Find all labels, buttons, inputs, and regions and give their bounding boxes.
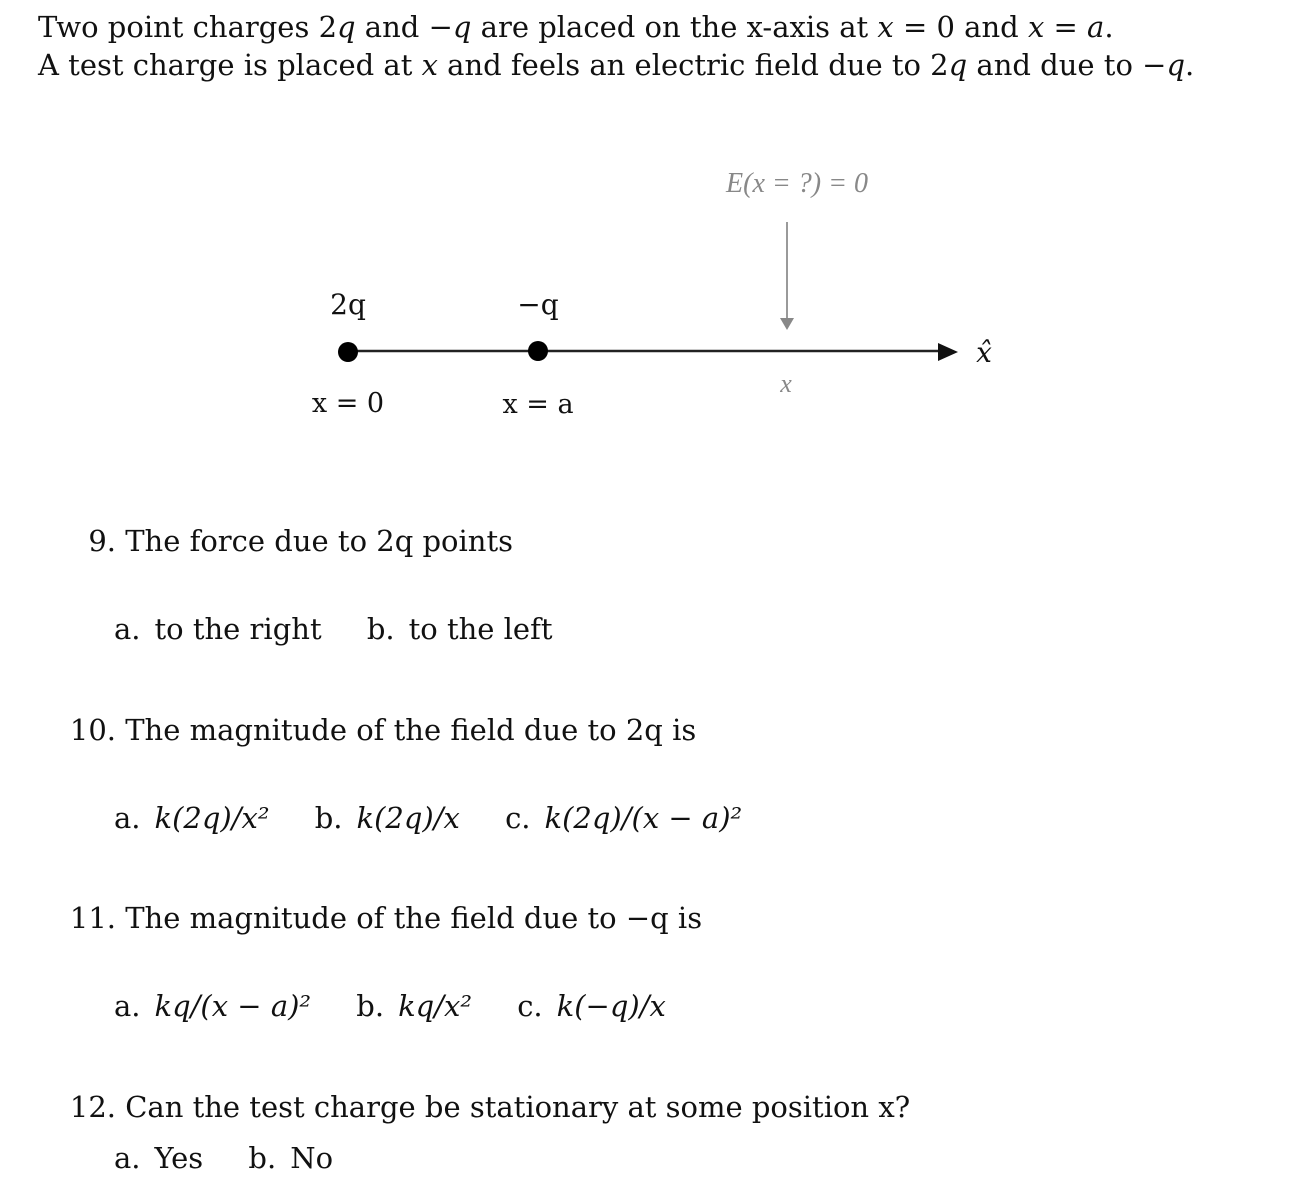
option-letter: a.: [114, 989, 141, 1023]
charge-diagram: [0, 0, 1316, 480]
charge-neg-q-label: −q: [517, 288, 559, 321]
charge-neg-q-dot: [528, 341, 548, 361]
option-text: k(2q)/(x − a)²: [544, 801, 743, 835]
test-position-label: x: [780, 369, 792, 398]
field-arrow-head: [780, 318, 794, 330]
option-text: kq/(x − a)²: [154, 989, 312, 1023]
charge-neg-q-position: x = a: [502, 389, 574, 420]
option-text: kq/x²: [398, 989, 472, 1023]
intro-math: x: [421, 48, 438, 82]
option-letter: c.: [517, 989, 543, 1023]
question-9-options: [114, 612, 588, 646]
question-10: [60, 713, 696, 747]
option-text: No: [290, 1141, 334, 1175]
option-a[interactable]: [114, 612, 322, 646]
option-letter: c.: [505, 801, 531, 835]
intro-text: Two point charges: [38, 10, 319, 44]
question-text: The force due to 2q points: [125, 524, 513, 558]
option-letter: a.: [114, 612, 141, 646]
question-10-options: [114, 801, 778, 835]
question-11-options: [114, 989, 702, 1023]
intro-math: −: [1142, 48, 1167, 82]
option-text: k(2q)/x²: [154, 801, 270, 835]
option-letter: b.: [314, 801, 343, 835]
option-letter: a.: [114, 1141, 141, 1175]
option-text: to the left: [408, 612, 553, 646]
intro-math: q: [948, 48, 968, 82]
question-12-options: [114, 1141, 369, 1175]
field-label: E(x = ?) = 0: [726, 168, 868, 199]
option-letter: b.: [248, 1141, 277, 1175]
intro-math: q: [337, 10, 356, 44]
option-c[interactable]: [505, 801, 742, 835]
option-b[interactable]: [367, 612, 553, 646]
intro-math: a: [1087, 10, 1105, 44]
option-letter: a.: [114, 801, 141, 835]
intro-math: −: [428, 10, 453, 44]
question-text: Can the test charge be stationary at some position x?: [125, 1090, 911, 1124]
intro-text: =: [1044, 10, 1088, 44]
intro-math: x: [877, 10, 894, 44]
question-9: [60, 524, 513, 558]
intro-text: .: [1185, 48, 1195, 82]
intro-text: .: [1104, 10, 1114, 44]
question-text: The magnitude of the field due to −q is: [125, 901, 703, 935]
charge-2q-dot: [338, 342, 358, 362]
option-b[interactable]: [248, 1141, 333, 1175]
intro-text: and: [355, 10, 429, 44]
option-text: k(2q)/x: [356, 801, 460, 835]
option-text: to the right: [154, 612, 322, 646]
intro-math: q: [1166, 48, 1186, 82]
question-number: 12.: [69, 1090, 116, 1124]
intro-math: q: [452, 10, 472, 44]
charge-2q-position: x = 0: [311, 388, 385, 419]
option-text: Yes: [154, 1141, 204, 1175]
axis-unit-label: x̂: [976, 336, 992, 369]
option-text: k(−q)/x: [556, 989, 666, 1023]
intro-text: and feels an electric field due to: [437, 48, 931, 82]
option-c[interactable]: [517, 989, 666, 1023]
option-letter: b.: [356, 989, 385, 1023]
intro-text: A test charge is placed at: [38, 48, 422, 82]
intro-text: are placed on the x-axis at: [471, 10, 878, 44]
option-b[interactable]: [315, 801, 460, 835]
option-a[interactable]: [114, 1141, 203, 1175]
question-number: 9.: [88, 524, 116, 558]
intro-math: x: [1027, 10, 1045, 44]
intro-math: 2: [930, 48, 949, 82]
question-11: [60, 901, 702, 935]
question-text: The magnitude of the field due to 2q is: [125, 713, 697, 747]
question-number: 11.: [69, 901, 116, 935]
charge-2q-label: 2q: [330, 288, 366, 321]
option-a[interactable]: [114, 801, 269, 835]
option-a[interactable]: [114, 989, 311, 1023]
x-axis-arrow-head: [938, 343, 958, 361]
intro-text: and due to: [967, 48, 1143, 82]
option-b[interactable]: [356, 989, 472, 1023]
question-number: 10.: [69, 713, 116, 747]
option-letter: b.: [366, 612, 395, 646]
intro-math: 2: [318, 10, 338, 44]
question-12: [60, 1090, 910, 1124]
intro-text: = 0 and: [893, 10, 1028, 44]
